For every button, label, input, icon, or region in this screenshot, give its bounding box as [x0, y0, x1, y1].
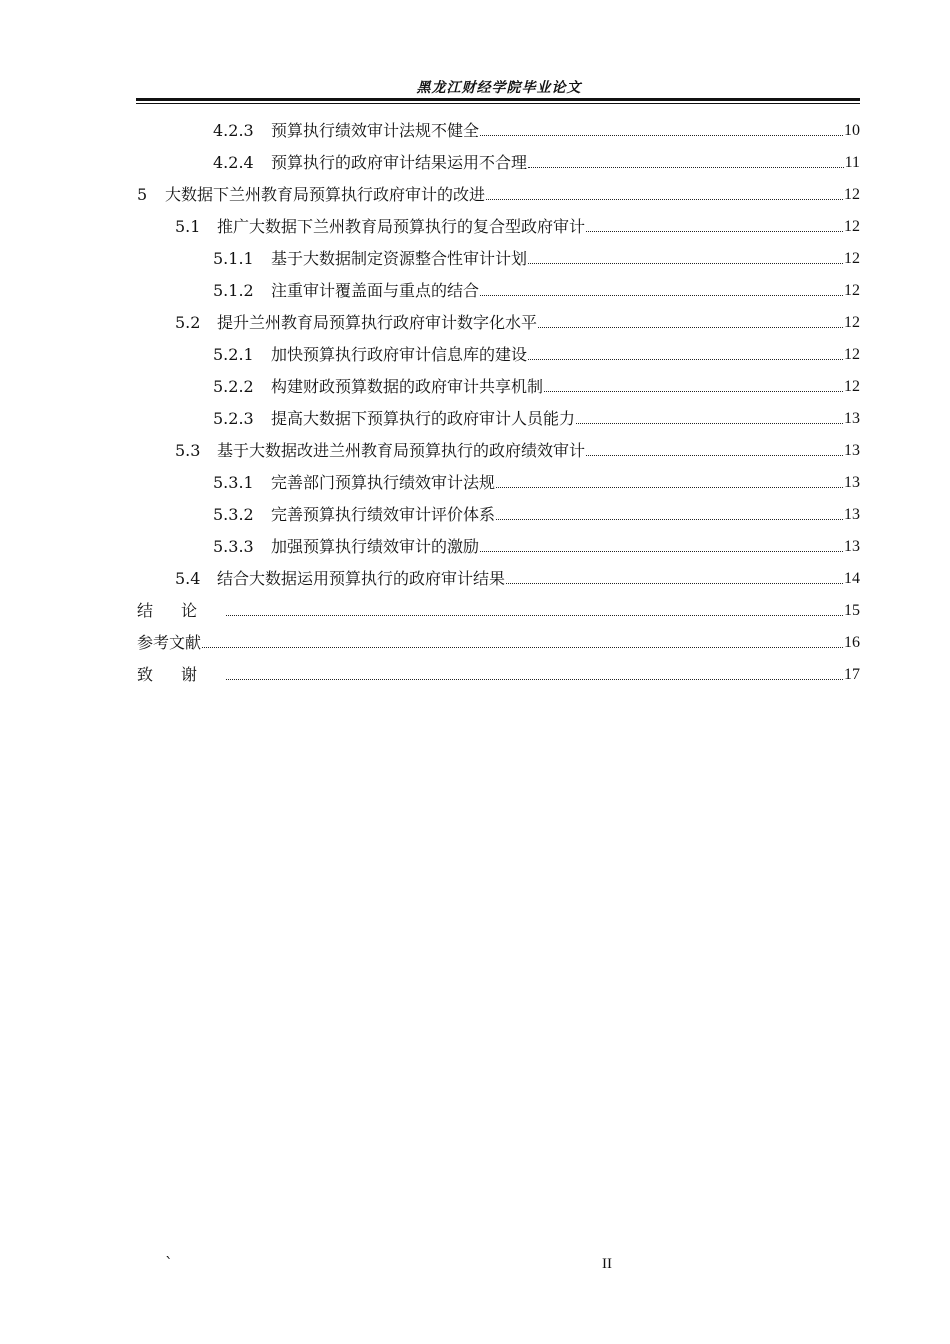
toc-leader-dots [480, 551, 843, 552]
footer-mark: ` [165, 1254, 173, 1273]
toc-entry[interactable] [137, 629, 860, 653]
toc-entry-number: 5.1 [175, 217, 201, 236]
toc-entry-title: 提升兰州教育局预算执行政府审计数字化水平 [217, 313, 538, 332]
toc-entry-page: 13 [844, 474, 860, 491]
toc-entry[interactable] [175, 437, 860, 461]
toc-entry-number: 4.2.4 [213, 153, 254, 172]
toc-entry-page: 10 [844, 122, 860, 139]
toc-entry-page: 12 [844, 378, 860, 395]
toc-entry[interactable] [213, 373, 860, 397]
toc-entry-number: 5.3.1 [213, 473, 254, 492]
toc-entry[interactable] [213, 341, 860, 365]
toc-leader-dots [586, 231, 843, 232]
toc-entry-title: 致谢 [137, 665, 226, 684]
toc-leader-dots [544, 391, 843, 392]
toc-entry-title: 结合大数据运用预算执行的政府审计结果 [217, 569, 506, 588]
toc-entry-page: 12 [844, 346, 860, 363]
toc-leader-dots [496, 519, 843, 520]
toc-entry[interactable] [213, 117, 860, 141]
toc-entry-page: 13 [844, 410, 860, 427]
toc-entry-title: 完善部门预算执行绩效审计法规 [271, 473, 496, 492]
toc-entry-title: 加强预算执行绩效审计的激励 [271, 537, 480, 556]
toc-leader-dots [226, 615, 843, 616]
toc-entry-page: 12 [844, 314, 860, 331]
toc-leader-dots [538, 327, 843, 328]
toc-entry[interactable] [213, 277, 860, 301]
toc-entry[interactable] [175, 213, 860, 237]
toc-leader-dots [496, 487, 843, 488]
toc-entry-title: 参考文献 [137, 633, 202, 652]
toc-leader-dots [486, 199, 843, 200]
toc-leader-dots [506, 583, 843, 584]
toc-entry-title: 加快预算执行政府审计信息库的建设 [271, 345, 528, 364]
toc-entry-title: 大数据下兰州教育局预算执行政府审计的改进 [165, 185, 486, 204]
header-rule-thick [136, 98, 860, 101]
toc-leader-dots [202, 647, 843, 648]
toc-entry-title: 注重审计覆盖面与重点的结合 [271, 281, 480, 300]
toc-entry-page: 13 [844, 506, 860, 523]
toc-entry-page: 15 [844, 602, 860, 619]
toc-entry-title: 基于大数据制定资源整合性审计计划 [271, 249, 528, 268]
toc-entry-number: 4.2.3 [213, 121, 254, 140]
toc-entry-page: 11 [844, 154, 860, 171]
toc-entry-page: 12 [844, 218, 860, 235]
toc-leader-dots [528, 359, 843, 360]
toc-entry-number: 5.3 [175, 441, 201, 460]
toc-entry-number: 5.3.3 [213, 537, 254, 556]
toc-entry-title: 构建财政预算数据的政府审计共享机制 [271, 377, 544, 396]
toc-entry-title: 推广大数据下兰州教育局预算执行的复合型政府审计 [217, 217, 586, 236]
toc-entry[interactable] [213, 533, 860, 557]
toc-entry-title: 结论 [137, 601, 226, 620]
toc-entry-number: 5.2 [175, 313, 201, 332]
toc-entry-title: 预算执行的政府审计结果运用不合理 [271, 153, 528, 172]
toc-entry-number: 5 [137, 185, 148, 204]
toc-entry-number: 5.1.2 [213, 281, 254, 300]
header-title: 黑龙江财经学院毕业论文 [416, 80, 582, 96]
toc-entry-title: 完善预算执行绩效审计评价体系 [271, 505, 496, 524]
toc-entry-page: 12 [844, 282, 860, 299]
toc-entry[interactable] [213, 469, 860, 493]
toc-entry-page: 14 [844, 570, 860, 587]
toc-entry[interactable] [213, 149, 860, 173]
toc-entry-page: 12 [844, 250, 860, 267]
toc-entry[interactable] [137, 181, 860, 205]
header-rule-thin [136, 103, 860, 104]
toc-entry-number: 5.2.2 [213, 377, 254, 396]
toc-leader-dots [528, 167, 844, 168]
toc-entry-title: 提高大数据下预算执行的政府审计人员能力 [271, 409, 576, 428]
toc-leader-dots [528, 263, 843, 264]
toc-leader-dots [480, 295, 843, 296]
toc-entry[interactable] [137, 597, 860, 621]
toc-entry[interactable] [175, 565, 860, 589]
toc-leader-dots [480, 135, 843, 136]
toc-entry-title: 预算执行绩效审计法规不健全 [271, 121, 480, 140]
toc-entry-page: 13 [844, 442, 860, 459]
toc-entry-number: 5.1.1 [213, 249, 254, 268]
toc-entry-page: 13 [844, 538, 860, 555]
toc-entry-number: 5.4 [175, 569, 201, 588]
toc-entry-title: 基于大数据改进兰州教育局预算执行的政府绩效审计 [217, 441, 586, 460]
toc-entry[interactable] [213, 405, 860, 429]
toc-entry[interactable] [137, 661, 860, 685]
toc-entry-page: 16 [844, 634, 860, 651]
toc-entry-number: 5.2.1 [213, 345, 254, 364]
toc-entry[interactable] [175, 309, 860, 333]
toc-leader-dots [586, 455, 843, 456]
toc-entry-page: 17 [844, 666, 860, 683]
toc-entry-number: 5.3.2 [213, 505, 254, 524]
toc-leader-dots [226, 679, 843, 680]
toc-entry[interactable] [213, 501, 860, 525]
toc-entry[interactable] [213, 245, 860, 269]
toc-leader-dots [576, 423, 843, 424]
toc-entry-page: 12 [844, 186, 860, 203]
footer-page-number: II [602, 1256, 612, 1272]
toc-entry-number: 5.2.3 [213, 409, 254, 428]
